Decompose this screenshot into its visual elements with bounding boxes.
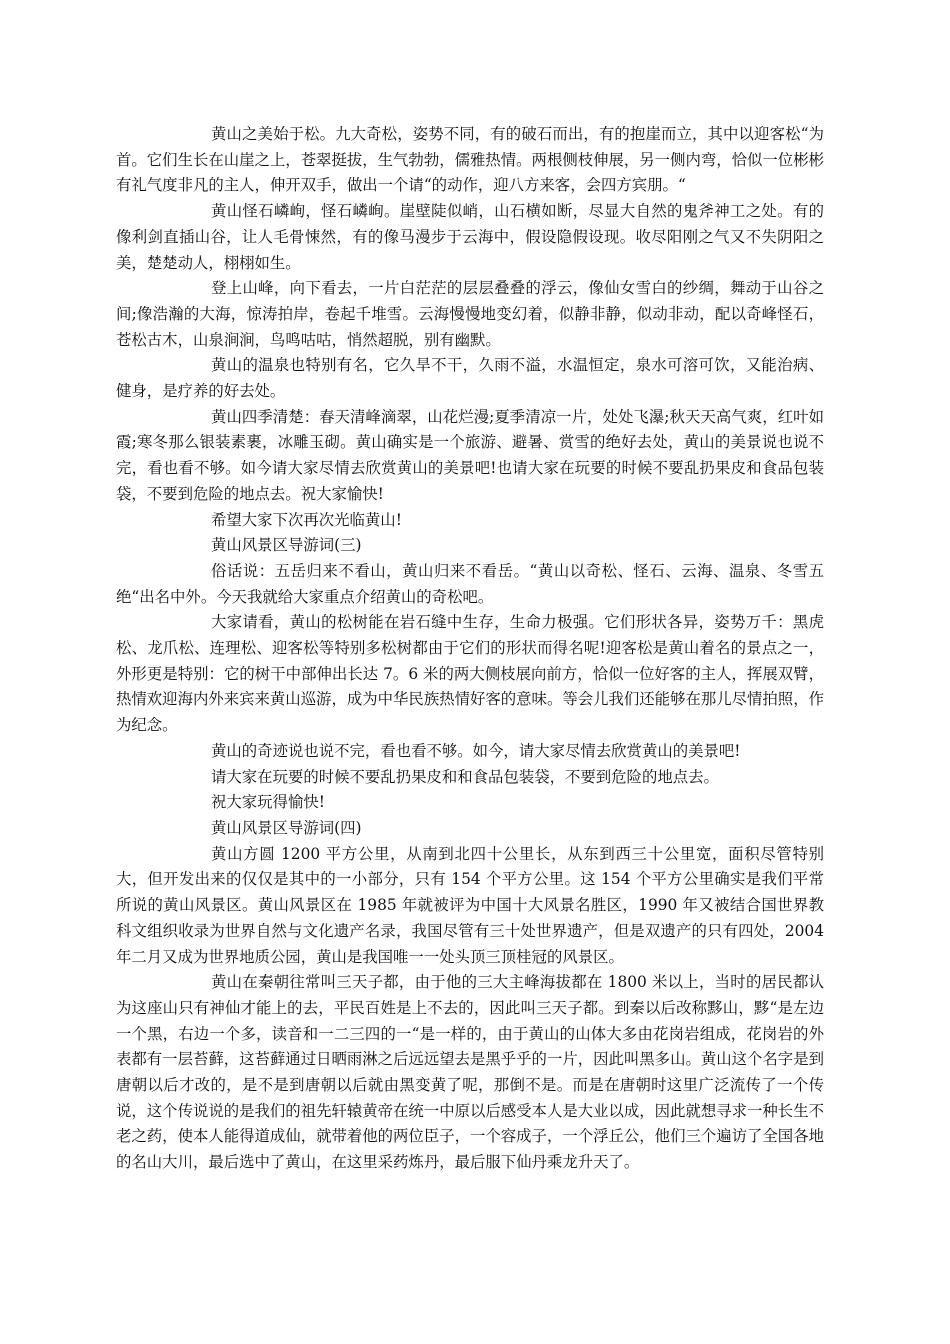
section-heading-4: 黄山风景区导游词(四): [211, 818, 362, 837]
paragraph-seasons: 黄山四季清楚：春天清峰滴翠，山花烂漫;夏季清凉一片，处处飞瀑;秋天天高气爽，红叶如霞;寒冬那么银装素裹，冰雕玉砌。黄山确实是一个旅游、避暑、赏雪的绝好去处，黄山的美景说也说不完，看也看不够。如今请大家尽情去欣赏黄山的美景吧!也请大家在玩要的时候不要乱扔果皮和食品包装袋，不要到危险的地点去。祝大家愉快!: [116, 407, 824, 503]
paragraph-history: 黄山在秦朝往常叫三天子都，由于他的三大主峰海拔都在 1800 米以上，当时的居民都认为这座山只有神仙才能上的去，平民百姓是上不去的，因此叫三天子都。到秦以后改称黟山，黟“是左边一个黑，右边一个多，读音和一二三四的一“是一样的，由于黄山的山体大多由花岗岩组成，花岗岩的外表都有一层苔藓，这苔藓通过日晒雨淋之后远远望去是黑乎乎的一片，因此叫黑多山。黄山这个名字是到唐朝以后才改的，是不是到唐朝以后就由黑变黄了呢，那倒不是。而是在唐朝时这里广泛流传了一个传说，这个传说说的是我们的祖先轩辕黄帝在统一中原以后感受本人是大业以成，因此就想寻求一种长生不老之药，使本人能得道成仙，就带着他的两位臣子，一个容成子，一个浮丘公，他们三个遍访了全国各地的名山大川，最后选中了黄山，在这里采药炼丹，最后服下仙丹乘龙升天了。: [116, 973, 824, 1172]
paragraph-area: 黄山方圆 1200 平方公里，从南到北四十公里长，从东到西三十公里宽，面积尽管特别大，但开发出来的仅仅是其中的一小部分，只有 154 个平方公里。这 154 个平方公里确实是我们平常所说的黄山风景区。黄山风景区在 1985 年就被评为中国十大风景名胜区，1990 年又被结合国世界教科文组织收录为世界自然与文化遗产名录，我国尽管有三十处世界遗产，但是双遗产的只有四处，2004 年二月又成为世界地质公园，黄山是我国唯一一处头顶三顶桂冠的风景区。: [116, 844, 824, 966]
paragraph-litter-reminder: 请大家在玩要的时候不要乱扔果皮和和食品包装袋，不要到危险的地点去。: [211, 767, 719, 786]
paragraph-pines: 黄山之美始于松。九大奇松，姿势不同，有的破石而出，有的抱崖而立，其中以迎客松“为首。它们生长在山崖之上，苍翠挺拔，生气勃勃，儒雅热情。两根侧枝伸展，另一侧内弯，恰似一位彬彬有礼气度非凡的主人，伸开双手，做出一个请“的动作，迎八方来客，会四方宾朋。“: [116, 125, 824, 195]
section-heading-3: 黄山风景区导游词(三): [211, 536, 362, 555]
paragraph-rocks: 黄山怪石嶙峋，怪石嶙峋。崖壁陡似峭，山石横如断，尽显大自然的鬼斧神工之处。有的像利剑直插山谷，让人毛骨悚然，有的像马漫步于云海中，假设隐假设现。收尽阳刚之气又不失阴阳之美，楚楚动人，栩栩如生。: [116, 202, 824, 272]
paragraph-wonders: 黄山的奇迹说也说不完，看也看不够。如今，请大家尽情去欣赏黄山的美景吧!: [211, 741, 741, 760]
paragraph-proverb: 俗话说：五岳归来不看山，黄山归来不看岳。“黄山以奇松、怪石、云海、温泉、冬雪五绝“出名中外。今天我就给大家重点介绍黄山的奇松吧。: [116, 561, 824, 606]
document-body: [116, 122, 824, 1176]
paragraph-pine-varieties: 大家请看，黄山的松树能在岩石缝中生存，生命力极强。它们形状各异，姿势万千：黑虎松、龙爪松、连理松、迎客松等特别多松树都由于它们的形状而得名呢!迎客松是黄山着名的景点之一，外形更是特别：它的树干中部伸出长达 7。6 米的两大侧枝展向前方，恰似一位好客的主人，挥展双臂，热情欢迎海内外来宾来黄山巡游，成为中华民族热情好客的意味。等会儿我们还能够在那儿尽情拍照，作为纪念。: [116, 613, 824, 735]
paragraph-clouds: 登上山峰，向下看去，一片白茫茫的层层叠叠的浮云，像仙女雪白的纱绸，舞动于山谷之间;像浩瀚的大海，惊涛拍岸，卷起千堆雪。云海慢慢地变幻着，似静非静，似动非动，配以奇峰怪石，苍松古木，山泉涧涧，鸟鸣咕咕，悄然超脱，别有幽默。: [116, 279, 824, 349]
paragraph-enjoy: 祝大家玩得愉快!: [211, 793, 325, 812]
paragraph-hot-springs: 黄山的温泉也特别有名，它久旱不干，久雨不溢，水温恒定，泉水可溶可饮，又能治病、健身，是疗养的好去处。: [116, 356, 824, 401]
paragraph-farewell: 希望大家下次再次光临黄山!: [211, 510, 402, 529]
